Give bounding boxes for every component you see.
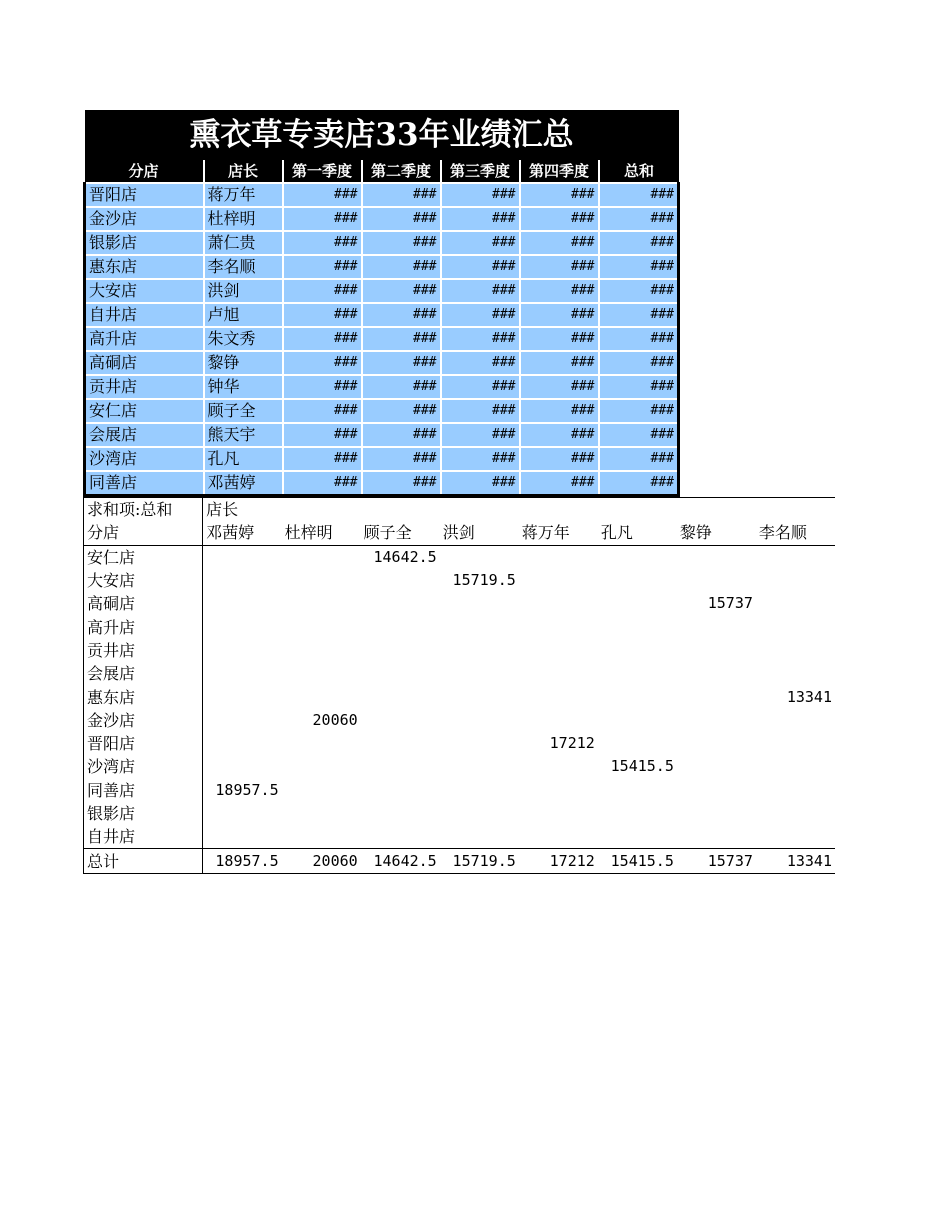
pivot-value-cell[interactable] bbox=[598, 709, 677, 732]
cell-q4[interactable]: ### bbox=[520, 471, 599, 496]
pivot-empty-cell[interactable] bbox=[677, 498, 756, 522]
summary-row bbox=[85, 207, 679, 231]
pivot-row bbox=[84, 732, 836, 755]
cell-q3[interactable]: ### bbox=[441, 207, 520, 231]
pivot-row bbox=[84, 569, 836, 592]
pivot-value-cell[interactable]: 13341 bbox=[786, 687, 832, 706]
pivot-column-header[interactable]: 邓茜婷 bbox=[203, 521, 282, 545]
cell-q3[interactable]: ### bbox=[441, 471, 520, 496]
summary-body bbox=[85, 183, 679, 496]
pivot-row-field[interactable]: 分店 bbox=[84, 521, 203, 545]
pivot-value-cell[interactable] bbox=[677, 662, 756, 685]
pivot-row-label[interactable]: 高硐店 bbox=[84, 592, 203, 615]
pivot-value-cell[interactable] bbox=[756, 569, 835, 592]
pivot-column-header[interactable]: 孔凡 bbox=[598, 521, 677, 545]
summary-row bbox=[85, 183, 679, 207]
pivot-value-cell[interactable] bbox=[282, 825, 361, 849]
summary-row bbox=[85, 447, 679, 471]
pivot-value-cell[interactable] bbox=[519, 639, 598, 662]
cell-q1[interactable]: ### bbox=[283, 255, 362, 279]
pivot-value-cell[interactable] bbox=[519, 592, 598, 615]
cell-manager[interactable]: 李名顺 bbox=[204, 255, 283, 279]
summary-row bbox=[85, 303, 679, 327]
pivot-value-cell[interactable] bbox=[677, 802, 756, 825]
pivot-value-cell[interactable] bbox=[756, 639, 835, 662]
pivot-value-cell[interactable] bbox=[598, 825, 677, 849]
pivot-value-cell[interactable]: 15719.5 bbox=[452, 571, 516, 590]
pivot-header-row bbox=[84, 521, 836, 545]
pivot-row-label[interactable]: 高升店 bbox=[84, 615, 203, 638]
cell-branch[interactable]: 自井店 bbox=[85, 303, 204, 327]
cell-q2[interactable]: ### bbox=[362, 255, 441, 279]
cell-q4[interactable]: ### bbox=[520, 351, 599, 375]
cell-q4[interactable]: ### bbox=[520, 231, 599, 255]
pivot-value-cell[interactable] bbox=[598, 732, 677, 755]
cell-total[interactable]: ### bbox=[599, 279, 679, 303]
cell-q2[interactable]: ### bbox=[362, 231, 441, 255]
cell-total[interactable]: ### bbox=[599, 231, 679, 255]
cell-q2[interactable]: ### bbox=[362, 207, 441, 231]
summary-row bbox=[85, 375, 679, 399]
cell-total[interactable]: ### bbox=[599, 399, 679, 423]
cell-branch[interactable]: 金沙店 bbox=[85, 207, 204, 231]
cell-manager[interactable]: 邓茜婷 bbox=[204, 471, 283, 496]
cell-branch[interactable]: 银影店 bbox=[85, 231, 204, 255]
cell-manager[interactable]: 卢旭 bbox=[204, 303, 283, 327]
pivot-total-cell[interactable]: 14642.5 bbox=[361, 849, 440, 873]
cell-q4[interactable]: ### bbox=[520, 327, 599, 351]
pivot-value-cell[interactable] bbox=[598, 569, 677, 592]
cell-q1[interactable]: ### bbox=[283, 471, 362, 496]
cell-total[interactable]: ### bbox=[599, 471, 679, 496]
pivot-value-cell[interactable]: 15737 bbox=[707, 594, 753, 613]
pivot-column-header[interactable]: 黎铮 bbox=[677, 521, 756, 545]
pivot-row bbox=[84, 545, 836, 569]
cell-total[interactable]: ### bbox=[599, 183, 679, 207]
pivot-value-cell[interactable] bbox=[519, 779, 598, 802]
pivot-row bbox=[84, 685, 836, 708]
cell-q3[interactable]: ### bbox=[441, 375, 520, 399]
cell-q2[interactable]: ### bbox=[362, 303, 441, 327]
pivot-value-cell[interactable] bbox=[361, 662, 440, 685]
pivot-value-cell[interactable] bbox=[519, 569, 598, 592]
pivot-column-header[interactable]: 洪剑 bbox=[440, 521, 519, 545]
cell-q3[interactable]: ### bbox=[441, 231, 520, 255]
pivot-column-header[interactable]: 李名顺 bbox=[756, 521, 835, 545]
cell-q4[interactable]: ### bbox=[520, 399, 599, 423]
cell-manager[interactable]: 朱文秀 bbox=[204, 327, 283, 351]
pivot-row-label[interactable]: 沙湾店 bbox=[84, 755, 203, 778]
pivot-value-cell[interactable]: 15415.5 bbox=[610, 757, 674, 776]
summary-row bbox=[85, 351, 679, 375]
pivot-value-cell[interactable] bbox=[361, 615, 440, 638]
summary-row bbox=[85, 255, 679, 279]
cell-branch[interactable]: 大安店 bbox=[85, 279, 204, 303]
pivot-value-cell[interactable] bbox=[598, 545, 677, 569]
pivot-value-cell[interactable] bbox=[282, 662, 361, 685]
pivot-column-header[interactable]: 蒋万年 bbox=[519, 521, 598, 545]
pivot-row bbox=[84, 825, 836, 849]
pivot-value-cell[interactable] bbox=[282, 779, 361, 802]
cell-q1[interactable]: ### bbox=[283, 375, 362, 399]
pivot-empty-cell[interactable] bbox=[282, 498, 361, 522]
pivot-value-cell[interactable] bbox=[203, 592, 282, 615]
pivot-value-cell[interactable] bbox=[203, 639, 282, 662]
pivot-value-cell[interactable] bbox=[756, 825, 835, 849]
pivot-table bbox=[83, 497, 835, 874]
cell-q1[interactable]: ### bbox=[283, 423, 362, 447]
pivot-value-cell[interactable] bbox=[756, 545, 835, 569]
cell-branch[interactable]: 安仁店 bbox=[85, 399, 204, 423]
pivot-value-cell[interactable] bbox=[361, 709, 440, 732]
cell-q2[interactable]: ### bbox=[362, 471, 441, 496]
pivot-empty-cell[interactable] bbox=[361, 498, 440, 522]
cell-branch[interactable]: 晋阳店 bbox=[85, 183, 204, 207]
cell-branch[interactable]: 会展店 bbox=[85, 423, 204, 447]
header-q3[interactable]: 第三季度 bbox=[441, 160, 520, 183]
cell-q1[interactable]: ### bbox=[283, 231, 362, 255]
pivot-value-cell[interactable] bbox=[440, 545, 519, 569]
pivot-value-cell[interactable] bbox=[440, 755, 519, 778]
pivot-value-cell[interactable] bbox=[203, 709, 282, 732]
pivot-total-label[interactable]: 总计 bbox=[84, 849, 203, 873]
pivot-row bbox=[84, 755, 836, 778]
pivot-value-cell[interactable] bbox=[677, 825, 756, 849]
pivot-value-cell[interactable] bbox=[282, 545, 361, 569]
pivot-value-cell[interactable] bbox=[756, 662, 835, 685]
cell-q2[interactable]: ### bbox=[362, 351, 441, 375]
pivot-value-cell[interactable] bbox=[440, 685, 519, 708]
pivot-total-cell[interactable]: 15415.5 bbox=[598, 849, 677, 873]
pivot-value-cell[interactable] bbox=[282, 802, 361, 825]
pivot-value-cell[interactable] bbox=[519, 662, 598, 685]
cell-q2[interactable]: ### bbox=[362, 183, 441, 207]
pivot-total-cell[interactable]: 15719.5 bbox=[440, 849, 519, 873]
pivot-row bbox=[84, 709, 836, 732]
pivot-value-cell[interactable] bbox=[519, 615, 598, 638]
cell-manager[interactable]: 孔凡 bbox=[204, 447, 283, 471]
cell-q2[interactable]: ### bbox=[362, 399, 441, 423]
cell-q1[interactable]: ### bbox=[283, 279, 362, 303]
pivot-value-cell[interactable] bbox=[203, 755, 282, 778]
pivot-value-cell[interactable] bbox=[440, 592, 519, 615]
pivot-value-cell[interactable] bbox=[361, 802, 440, 825]
pivot-value-cell[interactable] bbox=[677, 545, 756, 569]
pivot-value-cell[interactable] bbox=[282, 639, 361, 662]
pivot-value-cell[interactable] bbox=[677, 709, 756, 732]
cell-total[interactable]: ### bbox=[599, 327, 679, 351]
pivot-row-label[interactable]: 惠东店 bbox=[84, 685, 203, 708]
cell-q1[interactable]: ### bbox=[283, 303, 362, 327]
pivot-total-cell[interactable]: 15737 bbox=[677, 849, 756, 873]
pivot-row-label[interactable]: 银影店 bbox=[84, 802, 203, 825]
pivot-row bbox=[84, 592, 836, 615]
header-branch[interactable]: 分店 bbox=[85, 160, 204, 183]
cell-total[interactable]: ### bbox=[599, 375, 679, 399]
cell-q4[interactable]: ### bbox=[520, 423, 599, 447]
summary-row bbox=[85, 399, 679, 423]
pivot-value-cell[interactable] bbox=[598, 779, 677, 802]
cell-q1[interactable]: ### bbox=[283, 399, 362, 423]
pivot-column-header[interactable]: 杜梓明 bbox=[282, 521, 361, 545]
pivot-value-cell[interactable] bbox=[519, 755, 598, 778]
summary-row bbox=[85, 423, 679, 447]
pivot-row bbox=[84, 662, 836, 685]
pivot-value-cell[interactable] bbox=[519, 709, 598, 732]
pivot-value-cell[interactable] bbox=[282, 569, 361, 592]
pivot-value-cell[interactable] bbox=[361, 779, 440, 802]
cell-q1[interactable]: ### bbox=[283, 447, 362, 471]
header-manager[interactable]: 店长 bbox=[204, 160, 283, 183]
pivot-value-cell[interactable] bbox=[677, 779, 756, 802]
cell-q4[interactable]: ### bbox=[520, 447, 599, 471]
cell-branch[interactable]: 惠东店 bbox=[85, 255, 204, 279]
report-title[interactable]: 熏衣草专卖店33年业绩汇总 bbox=[85, 110, 679, 160]
pivot-value-cell[interactable]: 17212 bbox=[549, 734, 595, 753]
pivot-value-cell[interactable] bbox=[677, 569, 756, 592]
cell-branch[interactable]: 高升店 bbox=[85, 327, 204, 351]
pivot-value-cell[interactable] bbox=[756, 732, 835, 755]
cell-q3[interactable]: ### bbox=[441, 183, 520, 207]
cell-total[interactable]: ### bbox=[599, 423, 679, 447]
summary-table bbox=[83, 110, 680, 497]
pivot-value-cell[interactable] bbox=[677, 685, 756, 708]
header-total[interactable]: 总和 bbox=[599, 160, 679, 183]
cell-q3[interactable]: ### bbox=[441, 303, 520, 327]
summary-row bbox=[85, 471, 679, 496]
cell-q4[interactable]: ### bbox=[520, 375, 599, 399]
pivot-value-cell[interactable] bbox=[203, 615, 282, 638]
pivot-value-cell[interactable]: 18957.5 bbox=[215, 780, 279, 799]
header-q2[interactable]: 第二季度 bbox=[362, 160, 441, 183]
pivot-total-cell[interactable]: 20060 bbox=[282, 849, 361, 873]
spreadsheet bbox=[83, 110, 835, 874]
cell-branch[interactable]: 沙湾店 bbox=[85, 447, 204, 471]
pivot-value-cell[interactable] bbox=[598, 802, 677, 825]
pivot-value-cell[interactable] bbox=[598, 639, 677, 662]
cell-q4[interactable]: ### bbox=[520, 279, 599, 303]
cell-q4[interactable]: ### bbox=[520, 207, 599, 231]
cell-manager[interactable]: 钟华 bbox=[204, 375, 283, 399]
pivot-value-cell[interactable] bbox=[756, 709, 835, 732]
pivot-value-cell[interactable] bbox=[677, 639, 756, 662]
pivot-value-cell[interactable] bbox=[361, 592, 440, 615]
cell-manager[interactable]: 杜梓明 bbox=[204, 207, 283, 231]
pivot-value-cell[interactable] bbox=[440, 615, 519, 638]
cell-q1[interactable]: ### bbox=[283, 351, 362, 375]
pivot-total-cell[interactable]: 13341 bbox=[756, 849, 835, 873]
header-q4[interactable]: 第四季度 bbox=[520, 160, 599, 183]
cell-q3[interactable]: ### bbox=[441, 279, 520, 303]
pivot-value-cell[interactable] bbox=[677, 615, 756, 638]
pivot-value-cell[interactable] bbox=[756, 592, 835, 615]
pivot-value-cell[interactable]: 14642.5 bbox=[373, 547, 437, 566]
pivot-value-cell[interactable] bbox=[361, 685, 440, 708]
cell-total[interactable]: ### bbox=[599, 255, 679, 279]
pivot-total-cell[interactable]: 17212 bbox=[519, 849, 598, 873]
pivot-row-label[interactable]: 大安店 bbox=[84, 569, 203, 592]
summary-row bbox=[85, 279, 679, 303]
pivot-value-cell[interactable] bbox=[440, 639, 519, 662]
cell-q3[interactable]: ### bbox=[441, 351, 520, 375]
pivot-value-cell[interactable] bbox=[440, 802, 519, 825]
pivot-value-cell[interactable] bbox=[361, 569, 440, 592]
pivot-value-cell[interactable] bbox=[440, 779, 519, 802]
pivot-column-header[interactable]: 顾子全 bbox=[361, 521, 440, 545]
pivot-value-cell[interactable] bbox=[203, 662, 282, 685]
cell-q2[interactable]: ### bbox=[362, 447, 441, 471]
pivot-value-cell[interactable] bbox=[756, 779, 835, 802]
cell-q3[interactable]: ### bbox=[441, 423, 520, 447]
cell-q2[interactable]: ### bbox=[362, 375, 441, 399]
pivot-value-cell[interactable] bbox=[203, 825, 282, 849]
pivot-value-cell[interactable] bbox=[203, 732, 282, 755]
cell-branch[interactable]: 同善店 bbox=[85, 471, 204, 496]
pivot-value-cell[interactable] bbox=[282, 685, 361, 708]
summary-row bbox=[85, 231, 679, 255]
cell-branch[interactable]: 高硐店 bbox=[85, 351, 204, 375]
pivot-row-label[interactable]: 金沙店 bbox=[84, 709, 203, 732]
pivot-row-label[interactable]: 会展店 bbox=[84, 662, 203, 685]
pivot-empty-cell[interactable] bbox=[756, 498, 835, 522]
cell-manager[interactable]: 顾子全 bbox=[204, 399, 283, 423]
pivot-value-cell[interactable] bbox=[203, 802, 282, 825]
pivot-value-cell[interactable] bbox=[598, 615, 677, 638]
pivot-value-cell[interactable] bbox=[598, 685, 677, 708]
pivot-value-label[interactable]: 求和项:总和 bbox=[84, 498, 203, 522]
pivot-filter-row bbox=[84, 498, 836, 522]
cell-branch[interactable]: 贡井店 bbox=[85, 375, 204, 399]
pivot-row-label[interactable]: 同善店 bbox=[84, 779, 203, 802]
pivot-value-cell[interactable] bbox=[282, 592, 361, 615]
pivot-value-cell[interactable] bbox=[756, 802, 835, 825]
cell-manager[interactable]: 萧仁贵 bbox=[204, 231, 283, 255]
cell-q1[interactable]: ### bbox=[283, 183, 362, 207]
pivot-value-cell[interactable] bbox=[677, 755, 756, 778]
pivot-value-cell[interactable] bbox=[282, 732, 361, 755]
cell-q2[interactable]: ### bbox=[362, 327, 441, 351]
cell-q4[interactable]: ### bbox=[520, 183, 599, 207]
cell-manager[interactable]: 熊天宇 bbox=[204, 423, 283, 447]
cell-total[interactable]: ### bbox=[599, 351, 679, 375]
pivot-row-label[interactable]: 安仁店 bbox=[84, 545, 203, 569]
pivot-value-cell[interactable] bbox=[519, 825, 598, 849]
pivot-column-field[interactable]: 店长 bbox=[203, 498, 282, 522]
summary-row bbox=[85, 327, 679, 351]
pivot-empty-cell[interactable] bbox=[519, 498, 598, 522]
pivot-value-cell[interactable] bbox=[282, 755, 361, 778]
pivot-row-label[interactable]: 自井店 bbox=[84, 825, 203, 849]
cell-total[interactable]: ### bbox=[599, 447, 679, 471]
pivot-value-cell[interactable] bbox=[361, 825, 440, 849]
header-q1[interactable]: 第一季度 bbox=[283, 160, 362, 183]
pivot-total-cell[interactable]: 18957.5 bbox=[203, 849, 282, 873]
cell-q1[interactable]: ### bbox=[283, 207, 362, 231]
pivot-value-cell[interactable] bbox=[203, 685, 282, 708]
pivot-empty-cell[interactable] bbox=[440, 498, 519, 522]
pivot-value-cell[interactable] bbox=[519, 802, 598, 825]
pivot-row bbox=[84, 802, 836, 825]
pivot-value-cell[interactable]: 20060 bbox=[312, 710, 358, 729]
pivot-value-cell[interactable] bbox=[361, 755, 440, 778]
pivot-value-cell[interactable] bbox=[361, 639, 440, 662]
pivot-value-cell[interactable] bbox=[440, 662, 519, 685]
pivot-value-cell[interactable] bbox=[203, 569, 282, 592]
pivot-value-cell[interactable] bbox=[519, 685, 598, 708]
pivot-value-cell[interactable] bbox=[282, 615, 361, 638]
pivot-empty-cell[interactable] bbox=[598, 498, 677, 522]
cell-q3[interactable]: ### bbox=[441, 447, 520, 471]
cell-q4[interactable]: ### bbox=[520, 255, 599, 279]
pivot-body bbox=[84, 498, 836, 874]
pivot-value-cell[interactable] bbox=[440, 825, 519, 849]
pivot-row bbox=[84, 615, 836, 638]
cell-total[interactable]: ### bbox=[599, 303, 679, 327]
cell-q2[interactable]: ### bbox=[362, 279, 441, 303]
pivot-row-label[interactable]: 晋阳店 bbox=[84, 732, 203, 755]
pivot-row-label[interactable]: 贡井店 bbox=[84, 639, 203, 662]
cell-manager[interactable]: 蒋万年 bbox=[204, 183, 283, 207]
pivot-value-cell[interactable] bbox=[598, 662, 677, 685]
pivot-row bbox=[84, 779, 836, 802]
pivot-value-cell[interactable] bbox=[756, 755, 835, 778]
pivot-value-cell[interactable] bbox=[677, 732, 756, 755]
cell-manager[interactable]: 洪剑 bbox=[204, 279, 283, 303]
cell-manager[interactable]: 黎铮 bbox=[204, 351, 283, 375]
pivot-value-cell[interactable] bbox=[756, 615, 835, 638]
cell-q4[interactable]: ### bbox=[520, 303, 599, 327]
pivot-value-cell[interactable] bbox=[598, 592, 677, 615]
pivot-row bbox=[84, 639, 836, 662]
cell-q3[interactable]: ### bbox=[441, 255, 520, 279]
pivot-value-cell[interactable] bbox=[440, 732, 519, 755]
cell-q1[interactable]: ### bbox=[283, 327, 362, 351]
pivot-value-cell[interactable] bbox=[519, 545, 598, 569]
pivot-total-row bbox=[84, 849, 836, 873]
cell-q3[interactable]: ### bbox=[441, 399, 520, 423]
pivot-value-cell[interactable] bbox=[361, 732, 440, 755]
pivot-value-cell[interactable] bbox=[203, 545, 282, 569]
cell-q3[interactable]: ### bbox=[441, 327, 520, 351]
pivot-value-cell[interactable] bbox=[440, 709, 519, 732]
cell-total[interactable]: ### bbox=[599, 207, 679, 231]
cell-q2[interactable]: ### bbox=[362, 423, 441, 447]
